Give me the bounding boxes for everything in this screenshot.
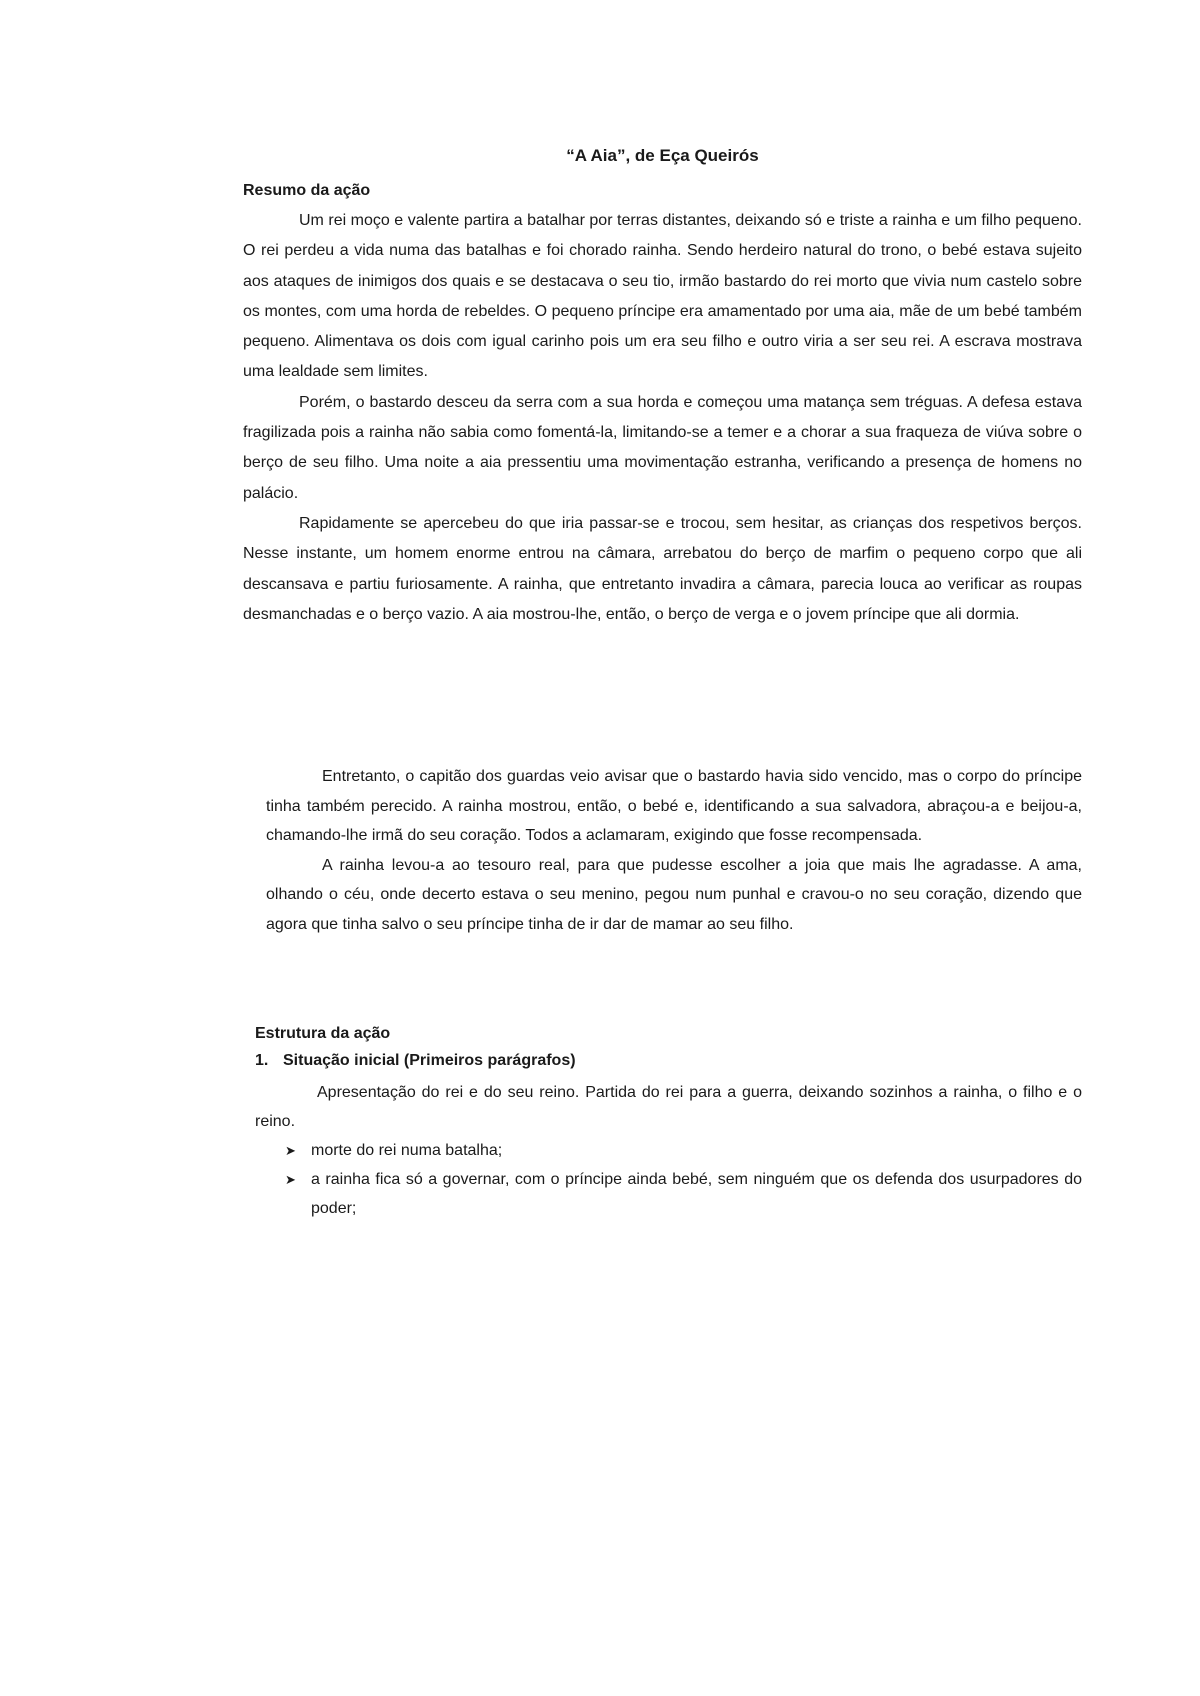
summary-paragraph-5: A rainha levou-a ao tesouro real, para que pudesse escolher a joia que mais lhe agradasse. A ama, olhando o céu, onde decerto estava o seu menino, pegou num punhal e cravou-o no seu coração, dizendo que agora que tinha salvo o seu príncipe tinha de ir dar de mamar ao seu filho. [266, 856, 1082, 933]
structure-section [255, 1023, 1082, 1223]
summary-section [243, 180, 1082, 630]
item-number: 1. [255, 1052, 269, 1069]
summary-continuation [266, 762, 1082, 939]
summary-heading: Resumo da ação [243, 182, 371, 199]
list-item-text: morte do rei numa batalha; [311, 1142, 503, 1159]
summary-paragraph-4: Entretanto, o capitão dos guardas veio avisar que o bastardo havia sido vencido, mas o corpo do príncipe tinha também perecido. A rainha mostrou, então, o bebé e, identificando a sua salvadora, abraçou-a e beijou-a, chamando-lhe irmã do seu coração. Todos a aclamaram, exigindo que fosse recompensada. [266, 768, 1082, 844]
summary-paragraph-1: Um rei moço e valente partira a batalhar por terras distantes, deixando só e triste a rainha e um filho pequeno. O rei perdeu a vida numa das batalhas e foi chorado rainha. Sendo herdeiro natural do trono, o bebé estava sujeito aos ataques de inimigos dos quais e se destacava o seu tio, irmão bastardo do rei morto que vivia num castelo sobre os montes, com uma horda de rebeldes. O pequeno príncipe era amamentado por uma aia, mãe de um bebé também pequeno. Alimentava os dois com igual carinho pois um era seu filho e outro viria a ser seu rei. A escrava mostrava uma lealdade sem limites. [243, 212, 1082, 381]
arrow-bullet-icon: ➤ [285, 1172, 296, 1187]
list-item-text: a rainha fica só a governar, com o príncipe ainda bebé, sem ninguém que os defenda dos usurpadores do poder; [311, 1171, 1082, 1217]
item-title: Situação inicial (Primeiros parágrafos) [283, 1052, 576, 1069]
summary-paragraph-3: Rapidamente se apercebeu do que iria passar-se e trocou, sem hesitar, as crianças dos respetivos berços. Nesse instante, um homem enorme entrou na câmara, arrebatou do berço de marfim o pequeno corpo que ali descansava e partiu furiosamente. A rainha, que entretanto invadira a câmara, parecia louca ao verificar as roupas desmanchadas e o berço vazio. A aia mostrou-lhe, então, o berço de verga e o jovem príncipe que ali dormia. [243, 514, 1082, 623]
structure-paragraph: Apresentação do rei e do seu reino. Partida do rei para a guerra, deixando sozinhos a rainha, o filho e o reino. [255, 1084, 1082, 1130]
list-item [285, 1165, 1082, 1223]
bullet-list [255, 1136, 1082, 1223]
arrow-bullet-icon: ➤ [285, 1143, 296, 1158]
structure-heading: Estrutura da ação [255, 1025, 391, 1042]
list-item [285, 1136, 1082, 1165]
numbered-item [255, 1050, 1082, 1072]
summary-paragraph-2: Porém, o bastardo desceu da serra com a sua horda e começou uma matança sem tréguas. A defesa estava fragilizada pois a rainha não sabia como fomentá-la, limitando-se a temer e a chorar a sua fraqueza de viúva sobre o berço de seu filho. Uma noite a aia pressentiu uma movimentação estranha, verificando a presença de homens no palácio. [243, 393, 1082, 502]
document-title: “A Aia”, de Eça Queirós [566, 146, 759, 165]
